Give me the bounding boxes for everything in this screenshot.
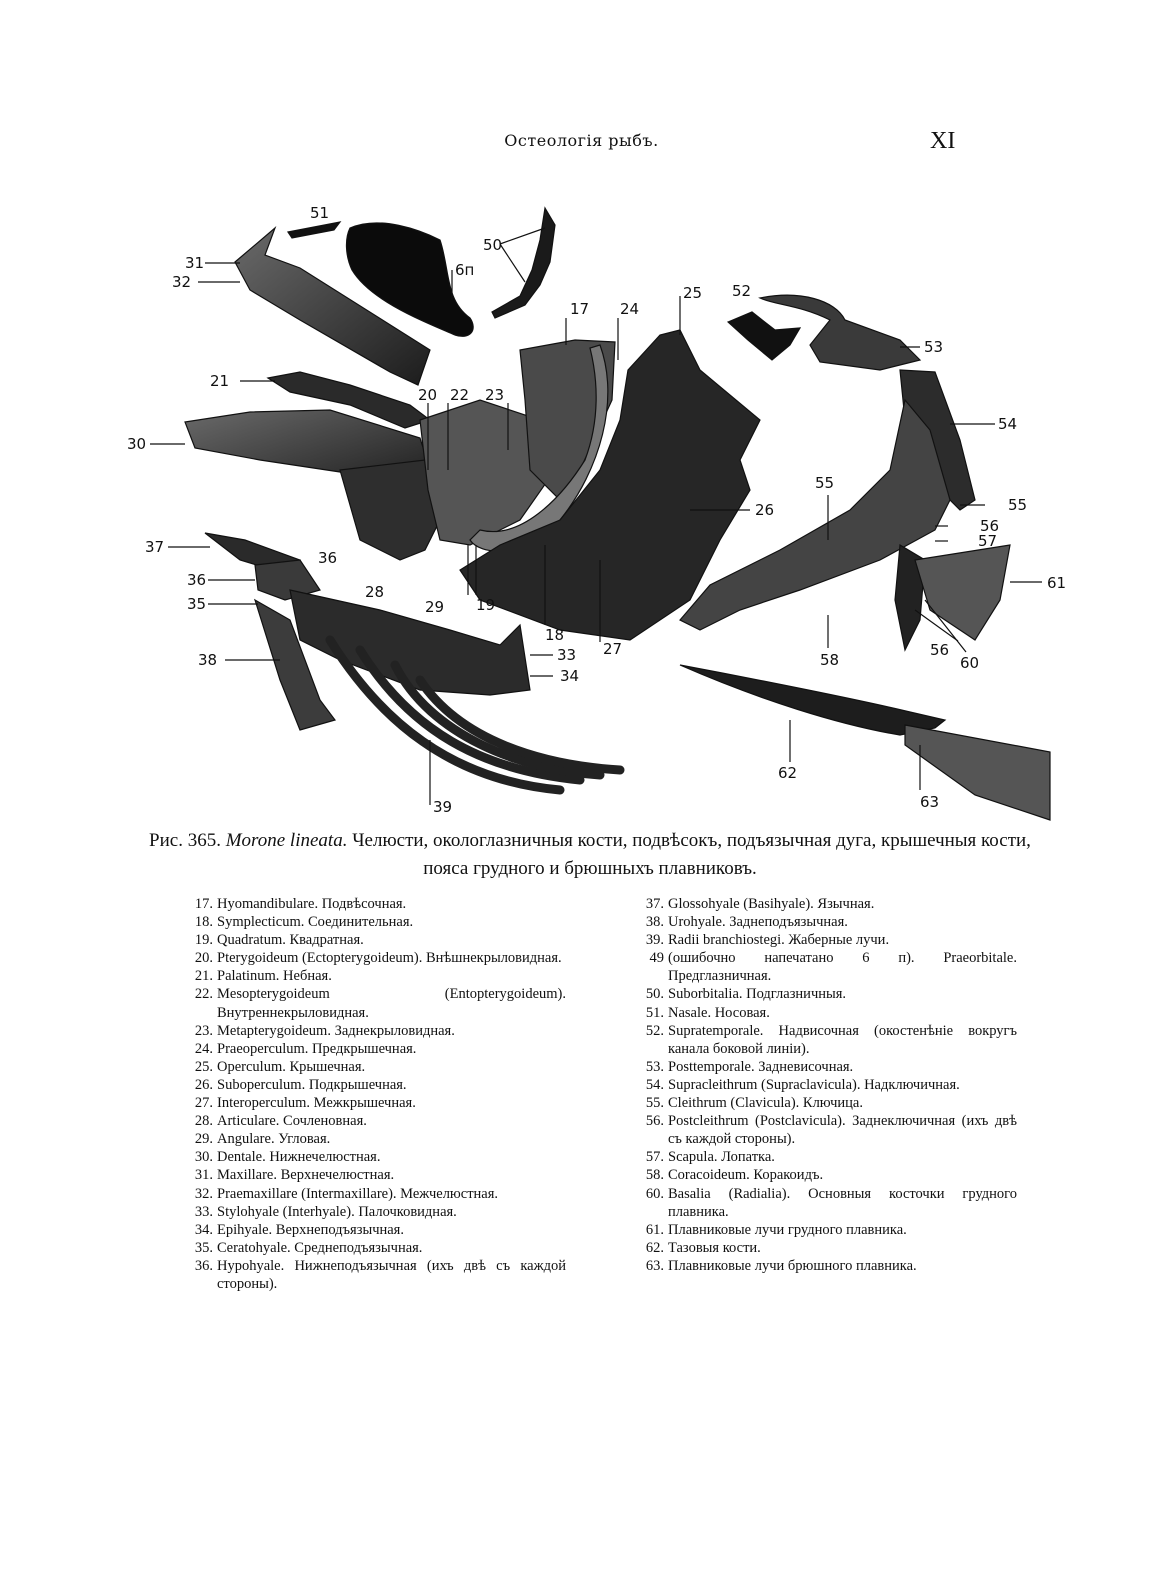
legend-entry xyxy=(186,1112,566,1130)
legend-text: Symplecticum. Соединительная. xyxy=(217,914,414,931)
legend-number: 54. xyxy=(645,1076,664,1093)
legend-text: Posttemporale. Задневисочная. xyxy=(668,1058,854,1075)
figure-label: 61 xyxy=(1047,574,1067,592)
figure-label: 55 xyxy=(815,474,835,492)
legend-number: 27. xyxy=(194,1095,213,1112)
caption-text: Челюсти, окологлазничныя кости, подвѣсокъ, подъязычная дуга, крышечныя кости, пояса грудного и брюшныхъ плавниковъ. xyxy=(352,830,1031,879)
bone-suborbitalia xyxy=(492,208,555,318)
figure-label: 32 xyxy=(172,273,192,291)
legend-number: 28. xyxy=(194,1113,213,1130)
legend-number: 32. xyxy=(194,1185,213,1202)
fish-osteology-figure xyxy=(0,190,1163,830)
legend-number: 50. xyxy=(645,986,664,1003)
legend-text: Supracleithrum (Supraclavicula). Надключичная. xyxy=(668,1076,960,1093)
legend-number: 37. xyxy=(645,896,664,912)
legend-entry xyxy=(186,913,566,931)
legend-entry xyxy=(637,949,1017,985)
figure-label: 39 xyxy=(433,798,453,816)
legend-text: Urohyale. Заднеподъязычная. xyxy=(668,914,848,931)
legend-text: Тазовыя кости. xyxy=(668,1239,761,1256)
figure-label: 37 xyxy=(145,538,165,556)
legend-entry xyxy=(637,1094,1017,1112)
figure-label: 24 xyxy=(620,300,640,318)
legend-text: Postcleithrum (Postclavicula). Заднеключичная (ихъ двѣ съ каждой стороны). xyxy=(668,1113,1017,1148)
figure-label: 55 xyxy=(1008,496,1028,514)
legend-text: Pterygoideum (Ectopterygoideum). Внѣшнекрыловидная. xyxy=(217,950,562,967)
legend-text: Palatinum. Небная. xyxy=(217,968,332,985)
legend-entry xyxy=(186,1040,566,1058)
legend-entry xyxy=(637,1112,1017,1148)
legend-entry xyxy=(186,967,566,985)
legend-number: 57. xyxy=(645,1149,664,1166)
legend-entry xyxy=(637,985,1017,1003)
legend-text: Плавниковые лучи грудного плавника. xyxy=(668,1221,907,1238)
figure-label: 36 xyxy=(318,549,338,567)
legend-entry xyxy=(637,1058,1017,1076)
legend-text: Ceratohyale. Среднеподъязычная. xyxy=(217,1239,423,1256)
legend-text: Praeoperculum. Предкрышечная. xyxy=(217,1040,417,1057)
figure-label: 56 xyxy=(930,641,950,659)
legend-right-column xyxy=(637,895,1017,1275)
legend-number: 18. xyxy=(194,914,213,931)
legend-entry xyxy=(637,1148,1017,1166)
figure-label: 20 xyxy=(418,386,438,404)
caption-species: Morone lineata. xyxy=(225,830,348,851)
legend-number: 53. xyxy=(645,1058,664,1075)
legend-number: 36. xyxy=(194,1257,213,1274)
legend-text: Hypohyale. Нижнеподъязычная (ихъ двѣ съ каждой стороны). xyxy=(217,1257,566,1292)
legend-entry xyxy=(186,1022,566,1040)
figure-label: 29 xyxy=(425,598,445,616)
legend-entry xyxy=(637,1004,1017,1022)
figure-label: 6п xyxy=(455,261,475,279)
legend-entry xyxy=(637,931,1017,949)
legend-text: Coracoideum. Коракоидъ. xyxy=(668,1167,824,1184)
legend-entry xyxy=(637,1022,1017,1058)
legend-number: 29. xyxy=(194,1131,213,1148)
legend-text: Epihyale. Верхнеподъязычная. xyxy=(217,1221,404,1238)
legend-entry xyxy=(186,1076,566,1094)
legend-entry xyxy=(637,1221,1017,1239)
figure-label: 36 xyxy=(187,571,207,589)
legend-number: 38. xyxy=(645,914,664,931)
legend-text: Basalia (Radialia). Основныя косточки грудного плавника. xyxy=(668,1185,1017,1220)
figure-label: 22 xyxy=(450,386,470,404)
legend-text: Angulare. Угловая. xyxy=(217,1131,331,1148)
legend-number: 17. xyxy=(194,896,213,912)
figure-label: 52 xyxy=(732,282,752,300)
legend-text: Hyomandibulare. Подвѣсочная. xyxy=(217,896,407,912)
bone-supratemporale xyxy=(728,312,800,360)
figure-label: 23 xyxy=(485,386,505,404)
figure-label: 21 xyxy=(210,372,230,390)
figure-label: 62 xyxy=(778,764,798,782)
legend-entry xyxy=(637,913,1017,931)
legend-entry xyxy=(186,895,566,913)
legend-entry xyxy=(186,1130,566,1148)
legend-text: Supratemporale. Надвисочная (окостенѣніе вокругъ канала боковой линіи). xyxy=(668,1022,1017,1057)
legend-number: 60. xyxy=(645,1185,664,1202)
figure-label: 27 xyxy=(603,640,623,658)
legend-number: 34. xyxy=(194,1221,213,1238)
legend-entry xyxy=(637,1185,1017,1221)
legend-number: 21. xyxy=(194,968,213,985)
legend-number: 63. xyxy=(645,1257,664,1274)
legend-left-column xyxy=(186,895,566,1293)
legend-number: 49 xyxy=(649,950,664,967)
legend-text: Operculum. Крышечная. xyxy=(217,1058,366,1075)
legend-number: 52. xyxy=(645,1022,664,1039)
legend-text: Quadratum. Квадратная. xyxy=(217,932,364,949)
bone-nasale xyxy=(288,222,340,238)
legend-number: 58. xyxy=(645,1167,664,1184)
caption-prefix: Рис. 365. xyxy=(149,830,221,851)
legend-text: Maxillare. Верхнечелюстная. xyxy=(217,1167,395,1184)
legend-text: Cleithrum (Clavicula). Ключица. xyxy=(668,1095,863,1112)
figure-label: 25 xyxy=(683,284,703,302)
legend-number: 26. xyxy=(194,1076,213,1093)
legend-number: 20. xyxy=(194,950,213,967)
legend-number: 33. xyxy=(194,1203,213,1220)
legend-entry xyxy=(186,985,566,1021)
legend-number: 62. xyxy=(645,1239,664,1256)
running-header: Остеологія рыбъ. xyxy=(504,131,659,150)
legend-entry xyxy=(637,1166,1017,1184)
figure-label: 34 xyxy=(560,667,580,685)
legend-entry xyxy=(637,895,1017,913)
legend-entry xyxy=(186,1166,566,1184)
legend-number: 23. xyxy=(194,1022,213,1039)
figure-label: 30 xyxy=(127,435,147,453)
legend-entry xyxy=(186,1203,566,1221)
figure-label: 50 xyxy=(483,236,503,254)
page-number: XI xyxy=(930,128,956,154)
legend-entry xyxy=(186,1094,566,1112)
fin-pectoral xyxy=(915,545,1010,640)
legend-text: Dentale. Нижнечелюстная. xyxy=(217,1149,381,1166)
legend-text: Suboperculum. Подкрышечная. xyxy=(217,1076,407,1093)
figure-label: 60 xyxy=(960,654,980,672)
legend-entry xyxy=(186,931,566,949)
legend-number: 25. xyxy=(194,1058,213,1075)
figure-label: 54 xyxy=(998,415,1018,433)
legend-text: Metapterygoideum. Заднекрыловидная. xyxy=(217,1022,455,1039)
legend-text: Interoperculum. Межкрышечная. xyxy=(217,1095,416,1112)
figure-label: 31 xyxy=(185,254,205,272)
legend-entry xyxy=(186,1239,566,1257)
legend-number: 55. xyxy=(645,1095,664,1112)
legend-text: Articulare. Сочленовная. xyxy=(217,1113,367,1130)
legend-number: 39. xyxy=(645,932,664,949)
figure-label: 19 xyxy=(476,596,496,614)
legend-entry xyxy=(637,1257,1017,1275)
figure-label: 38 xyxy=(198,651,218,669)
legend-number: 22. xyxy=(194,986,213,1003)
legend-text: Stylohyale (Interhyale). Палочковидная. xyxy=(217,1203,457,1220)
bone-articulare xyxy=(340,460,440,560)
figure-label: 35 xyxy=(187,595,207,613)
figure-label: 28 xyxy=(365,583,385,601)
figure-label: 26 xyxy=(755,501,775,519)
legend-text: Scapula. Лопатка. xyxy=(668,1149,775,1166)
legend-entry xyxy=(186,1221,566,1239)
legend-text: (ошибочно напечатано 6 п). Praeorbitale. Предглазничная. xyxy=(668,950,1017,985)
legend-number: 19. xyxy=(194,932,213,949)
bone-illustrations xyxy=(185,208,1050,820)
legend-number: 31. xyxy=(194,1167,213,1184)
legend-text: Suborbitalia. Подглазничныя. xyxy=(668,986,847,1003)
figure-label: 57 xyxy=(978,532,998,550)
figure-label: 63 xyxy=(920,793,940,811)
legend-number: 24. xyxy=(194,1040,213,1057)
legend-entry xyxy=(637,1239,1017,1257)
figure-label: 58 xyxy=(820,651,840,669)
legend-text: Praemaxillare (Intermaxillare). Межчелюстная. xyxy=(217,1185,499,1202)
legend-text: Mesopterygoideum (Entopterygoideum). Внутреннекрыловидная. xyxy=(217,986,566,1021)
legend-entry xyxy=(186,949,566,967)
figure-label: 53 xyxy=(924,338,944,356)
legend-entry xyxy=(186,1257,566,1293)
legend-entry xyxy=(186,1185,566,1203)
legend-entry xyxy=(186,1058,566,1076)
legend-number: 30. xyxy=(194,1149,213,1166)
figure-label: 18 xyxy=(545,626,565,644)
legend-number: 61. xyxy=(645,1221,664,1238)
figure-label: 56 xyxy=(980,517,1000,535)
legend-number: 35. xyxy=(194,1239,213,1256)
legend-text: Radii branchiostegi. Жаберные лучи. xyxy=(668,932,890,949)
figure-label: 51 xyxy=(310,204,330,222)
figure-caption xyxy=(140,827,1040,883)
legend-text: Glossohyale (Basihyale). Язычная. xyxy=(668,896,875,912)
figure-label: 17 xyxy=(570,300,590,318)
legend-text: Плавниковые лучи брюшного плавника. xyxy=(668,1257,917,1274)
legend-entry xyxy=(637,1076,1017,1094)
figure-label: 33 xyxy=(557,646,577,664)
legend-number: 56. xyxy=(645,1113,664,1130)
legend-number: 51. xyxy=(645,1004,664,1021)
legend-text: Nasale. Носовая. xyxy=(668,1004,770,1021)
legend-entry xyxy=(186,1148,566,1166)
